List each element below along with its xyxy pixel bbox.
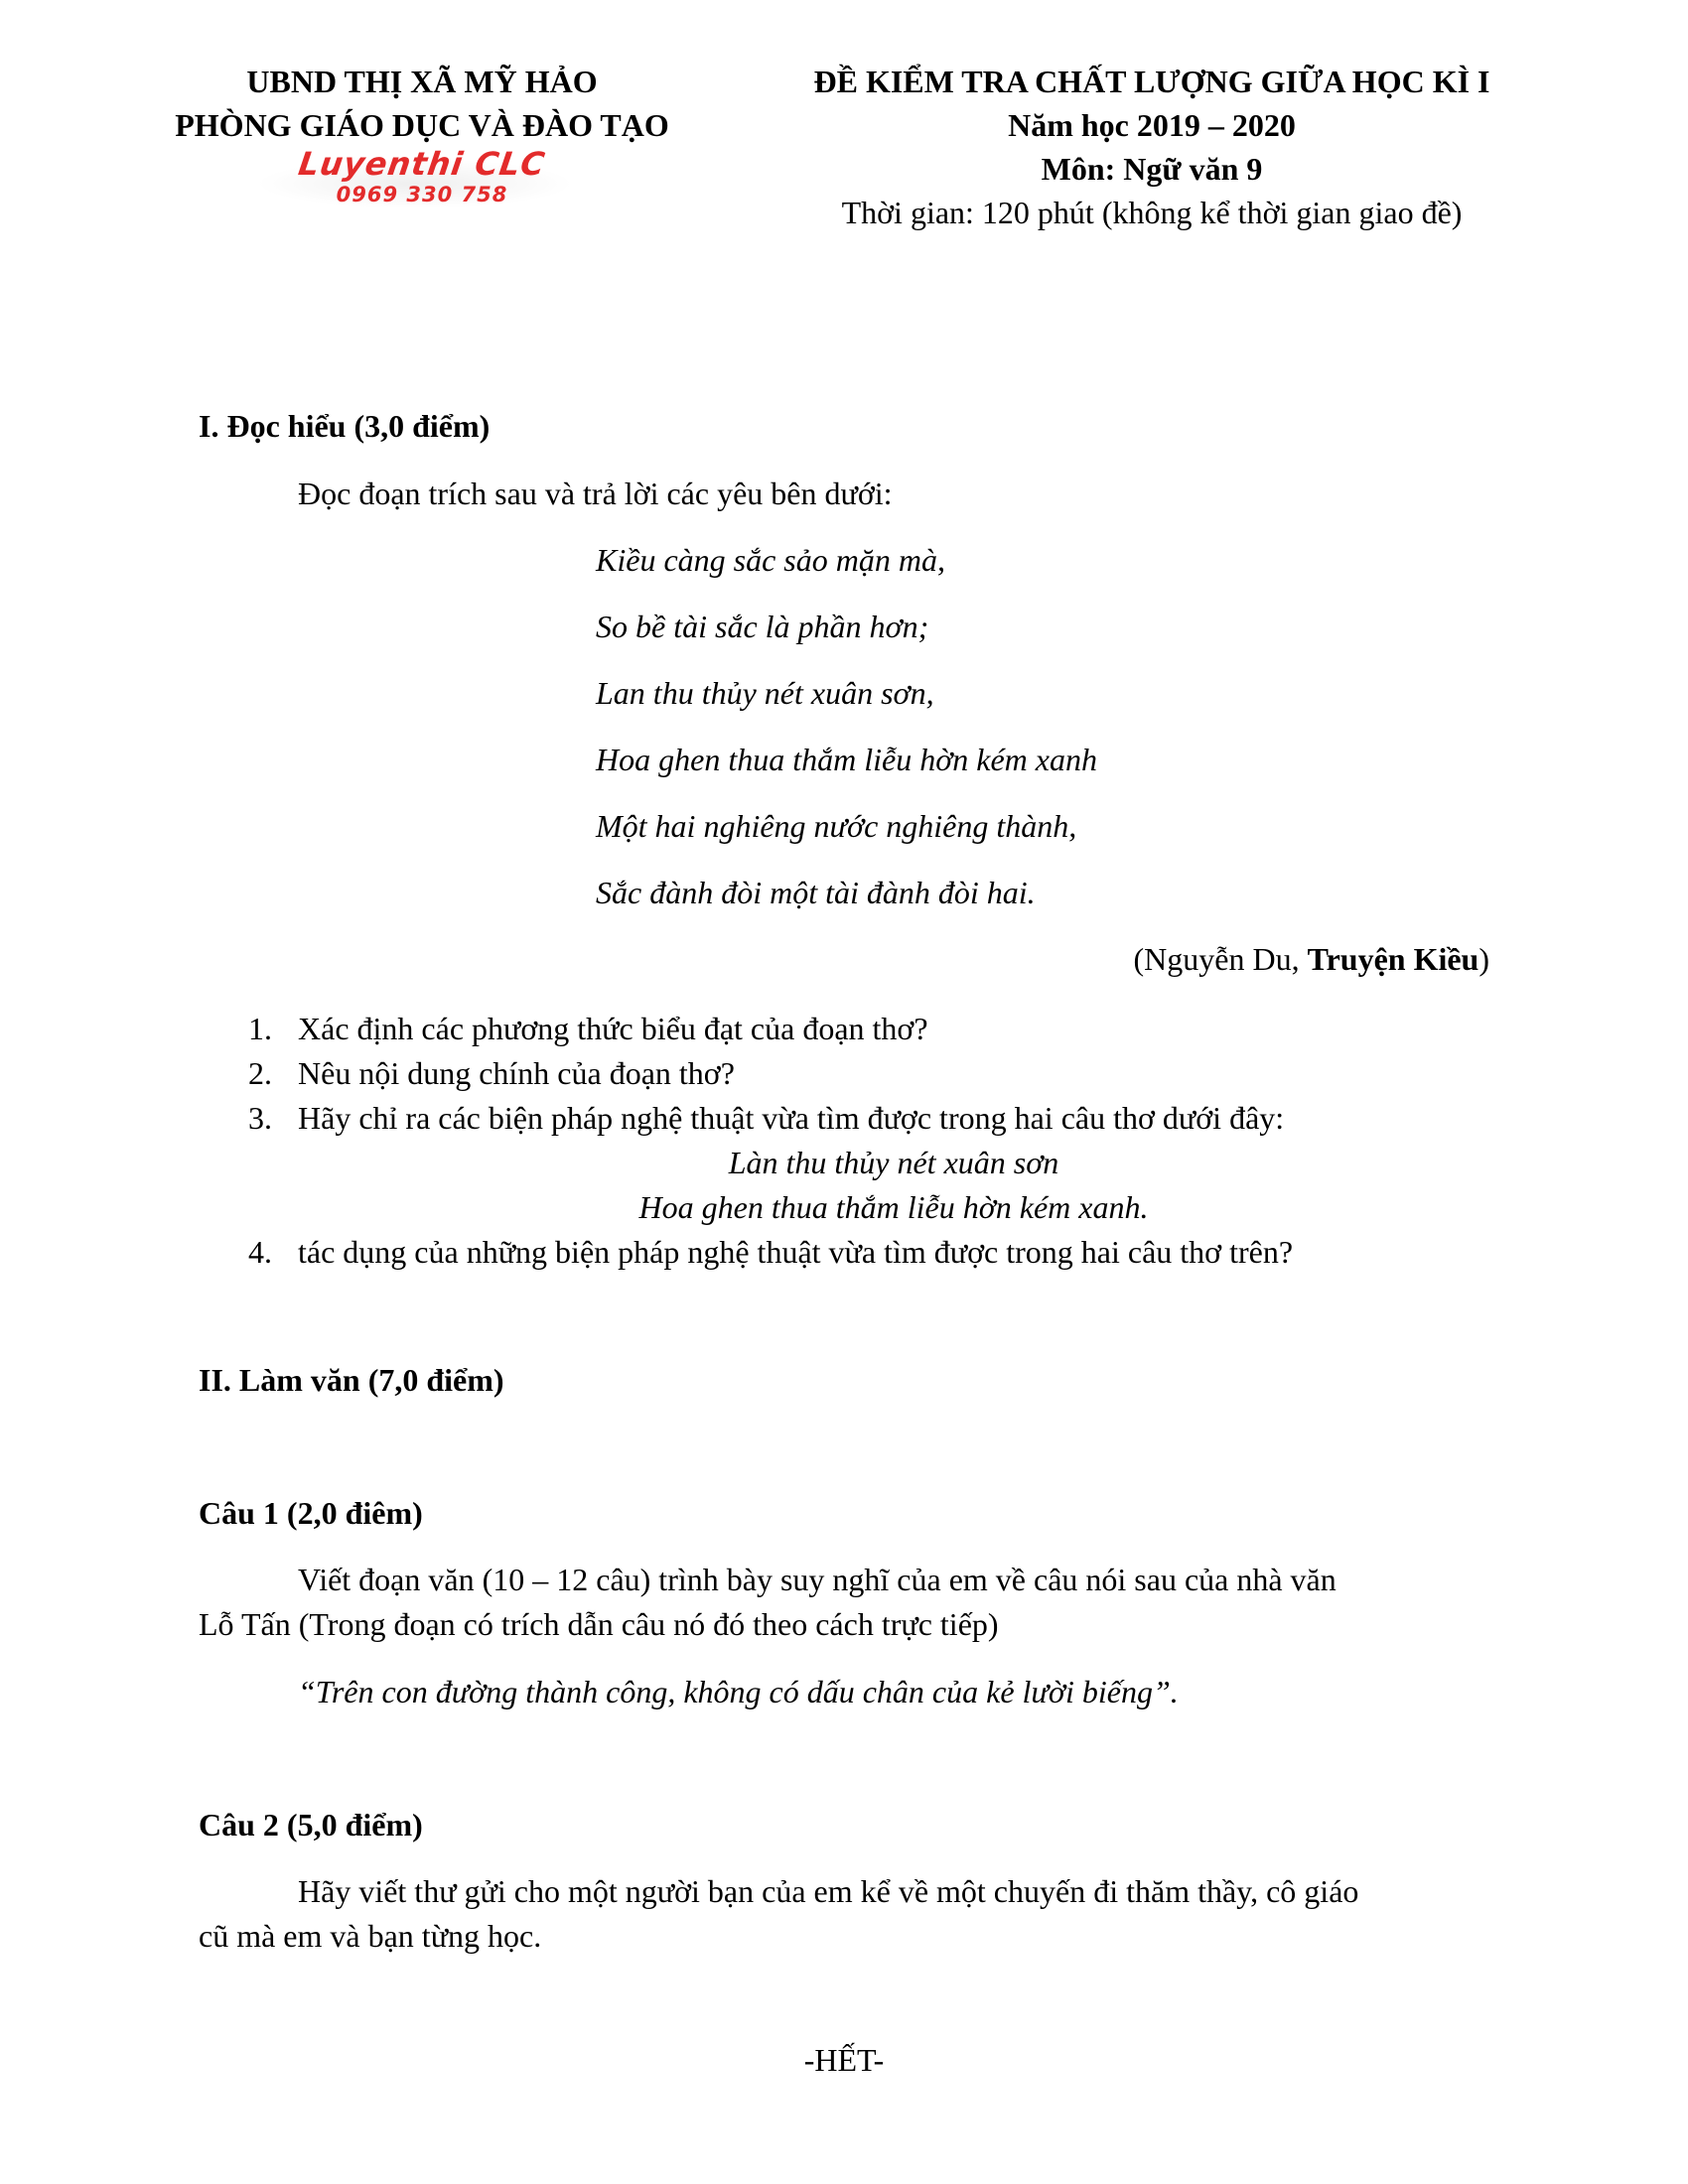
district-name: UBND THỊ XÃ MỸ HẢO: [246, 64, 598, 99]
question-text: Hãy chỉ ra các biện pháp nghệ thuật vừa tìm được trong hai câu thơ dưới đây:: [298, 1100, 1285, 1136]
watermark-logo: [129, 145, 715, 206]
section2-title: II. Làm văn (7,0 điểm): [199, 1362, 504, 1398]
poem-line: Kiều càng sắc sảo mặn mà,: [596, 542, 945, 578]
cau1-text-line: Viết đoạn văn (10 – 12 câu) trình bày suy nghĩ của em về câu nói sau của nhà văn: [298, 1562, 1336, 1597]
poem-line: Hoa ghen thua thắm liễu hờn kém xanh: [596, 742, 1097, 777]
poem-line: Sắc đành đòi một tài đành đòi hai.: [596, 875, 1036, 910]
question-number: 4.: [248, 1234, 272, 1270]
poem-source: [1134, 941, 1489, 978]
header-right: [715, 60, 1589, 234]
cau1-text-line: Lỗ Tấn (Trong đoạn có trích dẫn câu nó đó theo cách trực tiếp): [199, 1606, 999, 1642]
q3-quote-line: Làn thu thủy nét xuân sơn: [728, 1145, 1059, 1180]
poem-line: So bề tài sắc là phần hơn;: [596, 609, 929, 644]
cau2-text-line: cũ mà em và bạn từng học.: [199, 1918, 542, 1954]
source-title: Truyện Kiều: [1307, 941, 1479, 977]
section1-instruction: Đọc đoạn trích sau và trả lời các yêu bên dưới:: [298, 476, 893, 511]
subject: Môn: Ngữ văn 9: [1041, 151, 1263, 187]
cau2-text-line: Hãy viết thư gửi cho một người bạn của em kể về một chuyến đi thăm thầy, cô giáo: [298, 1873, 1359, 1909]
poem-line: Lan thu thủy nét xuân sơn,: [596, 675, 934, 711]
poem-line: Một hai nghiêng nước nghiêng thành,: [596, 808, 1077, 844]
question-text: tác dụng của những biện pháp nghệ thuật vừa tìm được trong hai câu thơ trên?: [298, 1234, 1294, 1270]
q3-quote-line: Hoa ghen thua thắm liễu hờn kém xanh.: [638, 1189, 1149, 1225]
department-name: PHÒNG GIÁO DỤC VÀ ĐÀO TẠO: [175, 107, 669, 143]
cau2-title: Câu 2 (5,0 điểm): [199, 1807, 423, 1843]
source-close: ): [1478, 941, 1489, 977]
time-allowed: Thời gian: 120 phút (không kể thời gian giao đề): [841, 195, 1463, 230]
header-left: [129, 60, 715, 147]
question-number: 1.: [248, 1011, 272, 1046]
logo-name: Luyenthi CLC: [296, 145, 548, 183]
question-text: Xác định các phương thức biểu đạt của đoạn thơ?: [298, 1011, 928, 1046]
cau1-title: Câu 1 (2,0 điêm): [199, 1495, 423, 1531]
cau1-quote: “Trên con đường thành công, không có dấu chân của kẻ lười biếng”.: [298, 1674, 1179, 1709]
logo-phone: 0969 330 758: [336, 183, 508, 206]
question-number: 3.: [248, 1100, 272, 1136]
source-author: (Nguyễn Du,: [1133, 941, 1308, 977]
school-year: Năm học 2019 – 2020: [1008, 107, 1296, 143]
section1-title: I. Đọc hiểu (3,0 điểm): [199, 408, 491, 444]
exam-title: ĐỀ KIỂM TRA CHẤT LƯỢNG GIỮA HỌC KÌ I: [813, 64, 1490, 99]
end-mark: -HẾT-: [803, 2042, 885, 2078]
question-number: 2.: [248, 1055, 272, 1091]
question-text: Nêu nội dung chính của đoạn thơ?: [298, 1055, 735, 1091]
